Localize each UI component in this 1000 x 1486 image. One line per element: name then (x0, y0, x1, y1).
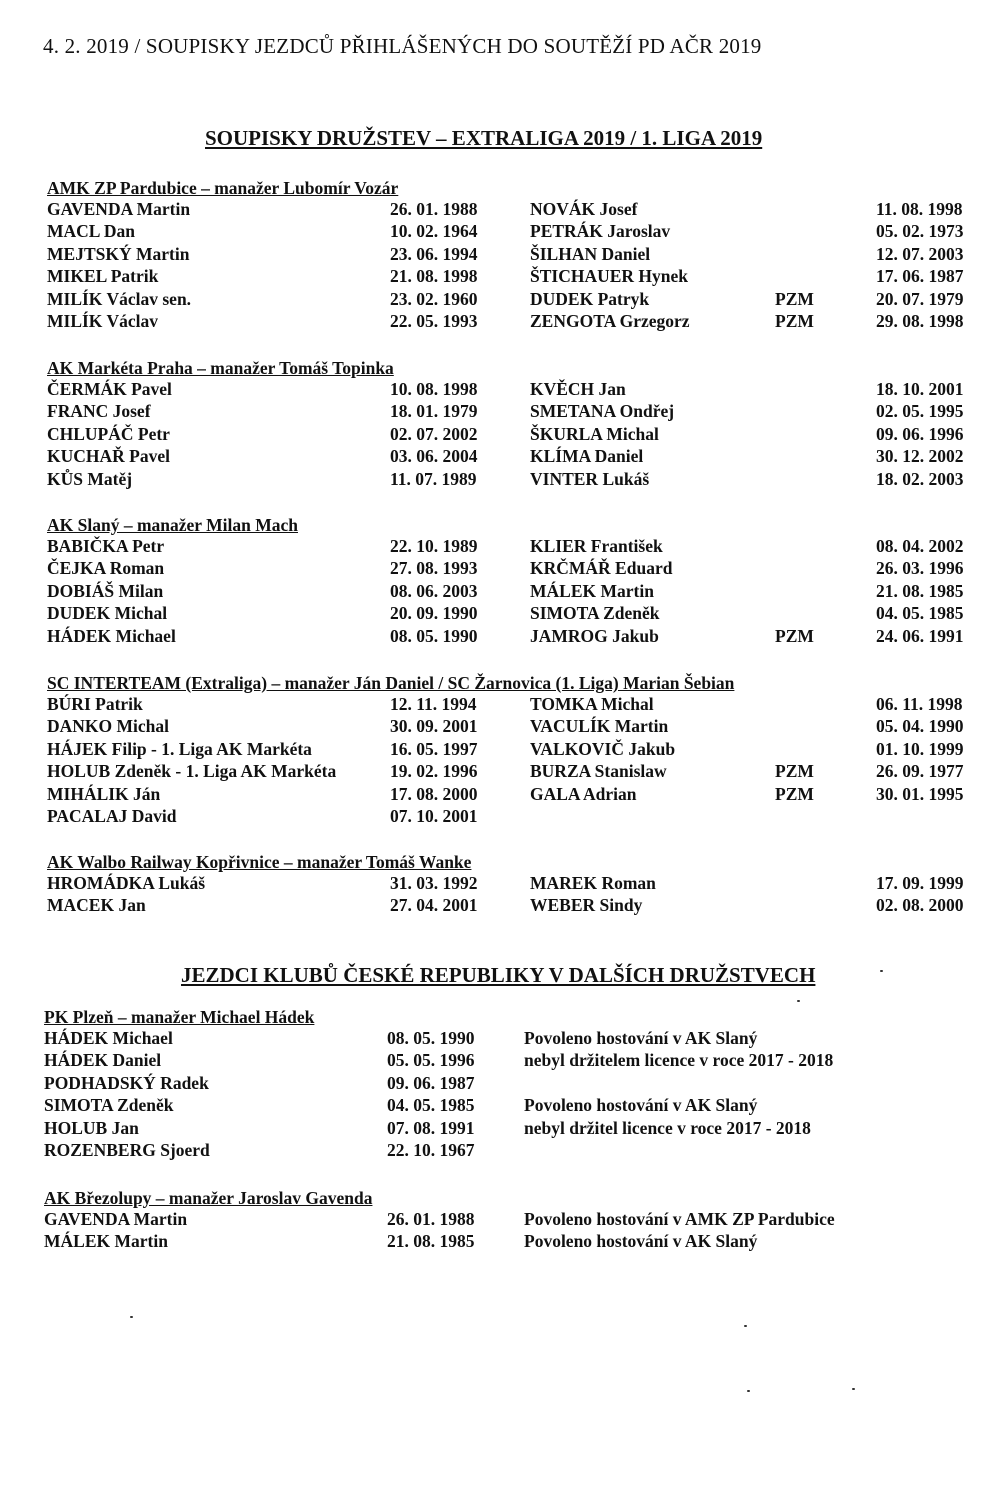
rider-name: ROZENBERG Sjoerd (44, 1139, 210, 1160)
roster-row (47, 378, 977, 400)
scan-speck (747, 1390, 750, 1392)
rider-birthdate: 08. 05. 1990 (387, 1028, 475, 1048)
rider-name: FRANC Josef (47, 401, 151, 422)
rider-name: WEBER Sindy (530, 895, 643, 916)
roster-row (44, 1027, 974, 1049)
roster-row (47, 872, 977, 894)
roster-row (44, 1117, 974, 1139)
roster-row (47, 580, 977, 602)
rider-birthdate: 31. 03. 1992 (390, 873, 478, 893)
rider-birthdate: 11. 07. 1989 (390, 468, 477, 489)
rider-name: VINTER Lukáš (530, 468, 650, 489)
team-roster (44, 1027, 974, 1161)
rider-name: ŠILHAN Daniel (530, 243, 651, 264)
rider-birthdate: 23. 06. 1994 (390, 243, 478, 264)
rider-name: NOVÁK Josef (530, 199, 638, 219)
scan-speck (797, 1000, 800, 1002)
roster-row (47, 602, 977, 624)
rider-birthdate: 08. 05. 1990 (390, 625, 478, 646)
rider-name: VACULÍK Martin (530, 716, 669, 737)
rider-name: KRČMÁŘ Eduard (530, 558, 673, 579)
rider-birthdate: 26. 09. 1977 (876, 761, 964, 782)
rider-birthdate: 26. 01. 1988 (387, 1209, 475, 1229)
rider-name: KLIER František (530, 536, 663, 556)
roster-row (47, 220, 977, 242)
team-block (47, 852, 977, 917)
rider-comment: Povoleno hostování v AK Slaný (524, 1095, 758, 1116)
rider-federation: PZM (775, 761, 814, 782)
rider-name: DANKO Michal (47, 716, 170, 737)
rider-comment: nebyl držitelem licence v roce 2017 - 2018 (524, 1050, 834, 1071)
team-heading: SC INTERTEAM (Extraliga) – manažer Ján Daniel / SC Žarnovica (1. Liga) Marian Šebian (47, 673, 735, 693)
roster-row (47, 894, 977, 916)
roster-row (47, 693, 977, 715)
rider-name: PACALAJ David (47, 805, 177, 826)
rider-birthdate: 21. 08. 1998 (390, 266, 478, 287)
rider-birthdate: 02. 07. 2002 (390, 423, 478, 444)
rider-birthdate: 17. 09. 1999 (876, 873, 964, 893)
rider-birthdate: 08. 06. 2003 (390, 580, 478, 601)
rider-name: VALKOVIČ Jakub (530, 738, 676, 759)
rider-birthdate: 19. 02. 1996 (390, 761, 478, 782)
rider-name: PODHADSKÝ Radek (44, 1072, 209, 1093)
rider-comment: Povoleno hostování v AMK ZP Pardubice (524, 1209, 835, 1229)
rider-birthdate: 30. 09. 2001 (390, 716, 478, 737)
team-heading: AMK ZP Pardubice – manažer Lubomír Vozár (47, 178, 399, 198)
scan-speck (880, 970, 883, 972)
rider-federation: PZM (775, 310, 814, 331)
rider-birthdate: 04. 05. 1985 (387, 1095, 475, 1116)
rider-name: MILÍK Václav sen. (47, 288, 192, 309)
rider-federation: PZM (775, 288, 814, 309)
rider-birthdate: 05. 04. 1990 (876, 716, 964, 737)
rider-birthdate: 17. 08. 2000 (390, 783, 478, 804)
rider-name: MIKEL Patrik (47, 266, 159, 287)
rider-birthdate: 18. 01. 1979 (390, 401, 478, 422)
rider-name: SIMOTA Zdeněk (530, 603, 660, 624)
rider-birthdate: 21. 08. 1985 (876, 580, 964, 601)
rider-name: MEJTSKÝ Martin (47, 243, 190, 264)
team-heading: AK Markéta Praha – manažer Tomáš Topinka (47, 358, 394, 378)
rider-birthdate: 12. 07. 2003 (876, 243, 964, 264)
rider-birthdate: 18. 10. 2001 (876, 379, 964, 399)
roster-row (47, 288, 977, 310)
rider-name: BÚRI Patrik (47, 694, 143, 714)
rider-name: HOLUB Jan (44, 1117, 139, 1138)
rider-name: MIHÁLIK Ján (47, 783, 161, 804)
roster-row (44, 1049, 974, 1071)
team-heading: PK Plzeň – manažer Michael Hádek (44, 1007, 315, 1027)
roster-row (47, 468, 977, 490)
rider-name: MAREK Roman (530, 873, 656, 893)
rider-birthdate: 09. 06. 1996 (876, 423, 964, 444)
rider-federation: PZM (775, 783, 814, 804)
rider-name: PETRÁK Jaroslav (530, 221, 671, 242)
rider-birthdate: 16. 05. 1997 (390, 738, 478, 759)
rider-name: GALA Adrian (530, 783, 637, 804)
rider-comment: Povoleno hostování v AK Slaný (524, 1231, 758, 1252)
rider-birthdate: 22. 05. 1993 (390, 310, 478, 331)
rider-name: MÁLEK Martin (530, 580, 654, 601)
rider-birthdate: 26. 03. 1996 (876, 558, 964, 579)
rider-birthdate: 07. 10. 2001 (390, 805, 478, 826)
roster-row (47, 535, 977, 557)
rider-name: HÁDEK Michael (44, 1028, 173, 1048)
rider-birthdate: 30. 01. 1995 (876, 783, 964, 804)
rider-birthdate: 02. 05. 1995 (876, 401, 964, 422)
scan-speck (744, 1325, 747, 1327)
rider-birthdate: 27. 04. 2001 (390, 895, 478, 916)
roster-row (47, 445, 977, 467)
rider-birthdate: 29. 08. 1998 (876, 310, 964, 331)
rider-name: ŠKURLA Michal (530, 423, 659, 444)
rider-name: BURZA Stanislaw (530, 761, 667, 782)
rider-birthdate: 12. 11. 1994 (390, 694, 477, 714)
rider-birthdate: 05. 02. 1973 (876, 221, 964, 242)
rider-name: KŮS Matěj (47, 468, 133, 489)
roster-row (47, 738, 977, 760)
rider-name: MÁLEK Martin (44, 1231, 168, 1252)
rider-name: ŠTICHAUER Hynek (530, 266, 689, 287)
team-heading: AK Walbo Railway Kopřivnice – manažer Tomáš Wanke (47, 852, 472, 872)
rider-name: DUDEK Patryk (530, 288, 650, 309)
rider-birthdate: 06. 11. 1998 (876, 694, 963, 714)
roster-row (47, 265, 977, 287)
rider-birthdate: 20. 07. 1979 (876, 288, 964, 309)
rider-name: SMETANA Ondřej (530, 401, 675, 422)
rider-birthdate: 18. 02. 2003 (876, 468, 964, 489)
roster-row (47, 760, 977, 782)
team-roster (44, 1208, 974, 1253)
rider-birthdate: 24. 06. 1991 (876, 625, 964, 646)
rider-name: KLÍMA Daniel (530, 446, 644, 467)
rider-name: ČERMÁK Pavel (47, 379, 172, 399)
rider-name: BABIČKA Petr (47, 536, 165, 556)
team-block (47, 515, 977, 647)
rider-birthdate: 05. 05. 1996 (387, 1050, 475, 1071)
section-title-extraliga: SOUPISKY DRUŽSTEV – EXTRALIGA 2019 / 1. LIGA 2019 (205, 126, 763, 150)
rider-birthdate: 27. 08. 1993 (390, 558, 478, 579)
roster-row (44, 1230, 974, 1252)
rider-birthdate: 21. 08. 1985 (387, 1231, 475, 1252)
rider-name: HROMÁDKA Lukáš (47, 873, 206, 893)
rider-name: ZENGOTA Grzegorz (530, 310, 690, 331)
roster-row (47, 805, 977, 827)
roster-row (47, 243, 977, 265)
page-header: 4. 2. 2019 / SOUPISKY JEZDCŮ PŘIHLÁŠENÝCH DO SOUTĚŽÍ PD AČR 2019 (43, 34, 762, 58)
rider-name: GAVENDA Martin (47, 199, 191, 219)
rider-birthdate: 02. 08. 2000 (876, 895, 964, 916)
rider-birthdate: 09. 06. 1987 (387, 1072, 475, 1093)
rider-name: MACL Dan (47, 221, 135, 242)
rider-name: JAMROG Jakub (530, 625, 659, 646)
roster-row (44, 1208, 974, 1230)
roster-row (44, 1094, 974, 1116)
rider-birthdate: 10. 08. 1998 (390, 379, 478, 399)
rider-birthdate: 01. 10. 1999 (876, 738, 964, 759)
roster-row (47, 557, 977, 579)
rider-name: KVĚCH Jan (530, 379, 626, 399)
team-block (47, 358, 977, 490)
rider-birthdate: 26. 01. 1988 (390, 199, 478, 219)
rider-name: MILÍK Václav (47, 310, 158, 331)
rider-birthdate: 03. 06. 2004 (390, 446, 478, 467)
team-block (47, 673, 977, 827)
roster-row (47, 310, 977, 332)
rider-birthdate: 11. 08. 1998 (876, 199, 963, 219)
rider-birthdate: 22. 10. 1989 (390, 536, 478, 556)
rider-name: TOMKA Michal (530, 694, 654, 714)
rider-birthdate: 04. 05. 1985 (876, 603, 964, 624)
rider-birthdate: 10. 02. 1964 (390, 221, 478, 242)
rider-comment: Povoleno hostování v AK Slaný (524, 1028, 758, 1048)
rider-name: MACEK Jan (47, 895, 146, 916)
roster-row (47, 783, 977, 805)
roster-row (47, 625, 977, 647)
roster-row (44, 1139, 974, 1161)
rider-name: DOBIÁŠ Milan (47, 580, 164, 601)
rider-name: HOLUB Zdeněk - 1. Liga AK Markéta (47, 761, 337, 782)
rider-comment: nebyl držitel licence v roce 2017 - 2018 (524, 1117, 811, 1138)
rider-name: CHLUPÁČ Petr (47, 423, 170, 444)
rider-birthdate: 17. 06. 1987 (876, 266, 964, 287)
team-heading: AK Slaný – manažer Milan Mach (47, 515, 298, 535)
team-heading: AK Březolupy – manažer Jaroslav Gavenda (44, 1188, 373, 1208)
rider-birthdate: 30. 12. 2002 (876, 446, 964, 467)
scan-speck (130, 1316, 133, 1318)
other-team-block (44, 1007, 974, 1161)
team-block (47, 178, 977, 332)
roster-row (47, 400, 977, 422)
rider-name: DUDEK Michal (47, 603, 168, 624)
roster-row (44, 1072, 974, 1094)
rider-birthdate: 23. 02. 1960 (390, 288, 478, 309)
team-roster (47, 872, 977, 917)
rider-name: SIMOTA Zdeněk (44, 1095, 174, 1116)
team-roster (47, 198, 977, 332)
roster-row (47, 198, 977, 220)
rider-birthdate: 07. 08. 1991 (387, 1117, 475, 1138)
rider-birthdate: 20. 09. 1990 (390, 603, 478, 624)
section-title-other-teams: JEZDCI KLUBŮ ČESKÉ REPUBLIKY V DALŠÍCH DRUŽSTVECH (181, 963, 816, 987)
team-roster (47, 535, 977, 647)
rider-birthdate: 22. 10. 1967 (387, 1139, 475, 1160)
rider-name: GAVENDA Martin (44, 1209, 188, 1229)
rider-name: KUCHAŘ Pavel (47, 446, 170, 467)
rider-name: ČEJKA Roman (47, 558, 165, 579)
rider-federation: PZM (775, 625, 814, 646)
team-roster (47, 693, 977, 827)
rider-name: HÁDEK Daniel (44, 1050, 162, 1071)
other-team-block (44, 1188, 974, 1253)
roster-row (47, 423, 977, 445)
roster-row (47, 715, 977, 737)
rider-birthdate: 08. 04. 2002 (876, 536, 964, 556)
team-roster (47, 378, 977, 490)
rider-name: HÁJEK Filip - 1. Liga AK Markéta (47, 738, 312, 759)
scan-speck (852, 1388, 855, 1390)
rider-name: HÁDEK Michael (47, 625, 176, 646)
